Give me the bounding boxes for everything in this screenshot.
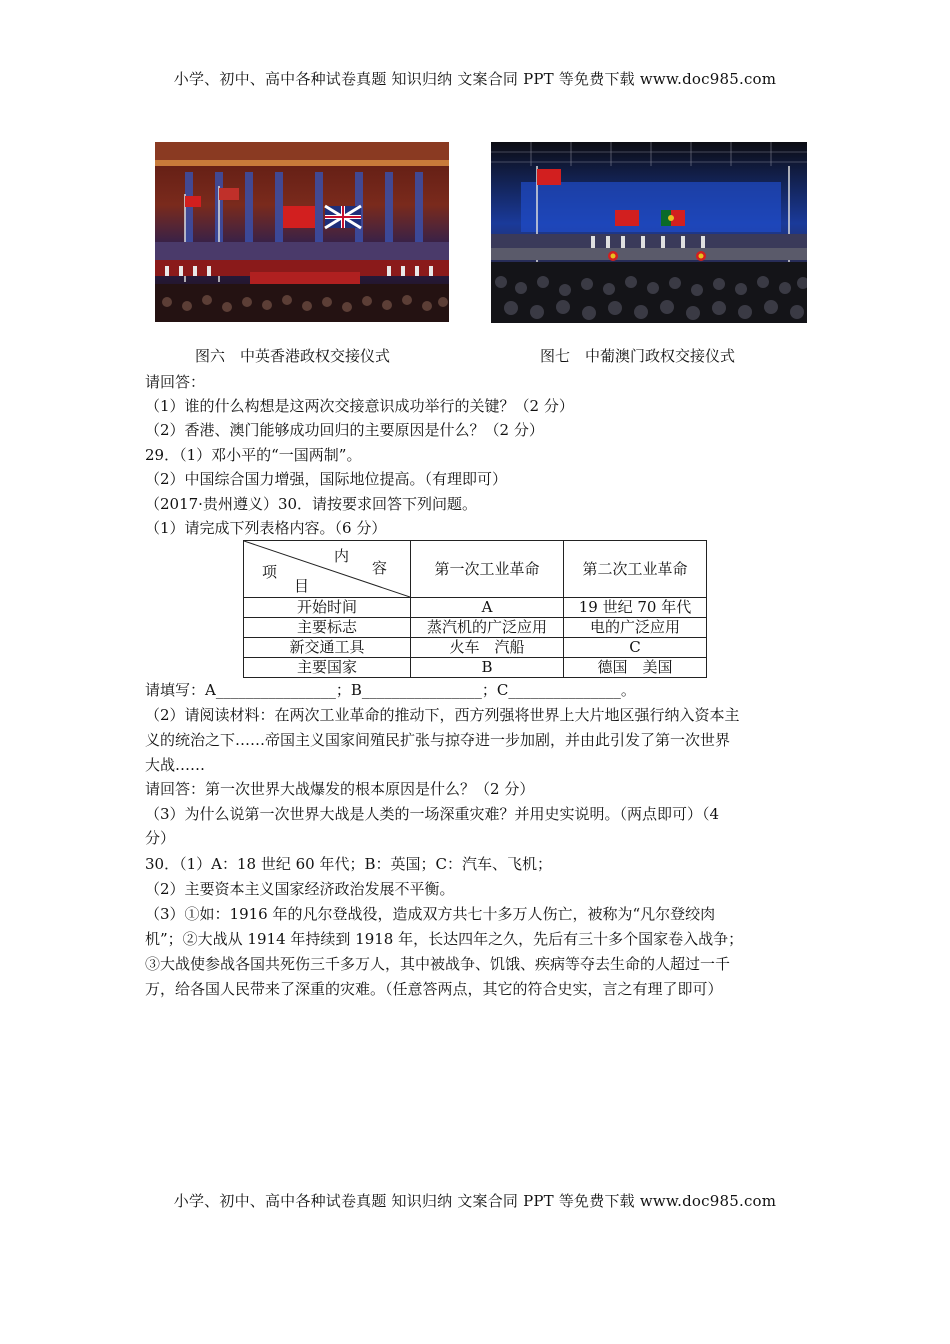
q30-part3-line2: 分）: [145, 829, 176, 847]
table-corner-cell: [244, 541, 411, 598]
q30-answer-3-line1: （3）①如：1916 年的凡尔登战役，造成双方共七十多万人伤亡，被称为“凡尔登绞肉: [145, 905, 716, 923]
row-label: 新交通工具: [244, 638, 411, 658]
q30-part2-line2: 义的统治之下……帝国主义国家间殖民扩张与掠夺进一步加剧，并由此引发了第一次世界: [145, 731, 731, 749]
q29-answer-1: 29．（1）邓小平的“一国两制”。: [145, 446, 362, 464]
corner-label-mu: 目: [294, 577, 310, 595]
q30-part2-question: 请回答：第一次世界大战爆发的根本原因是什么？（2 分）: [145, 780, 535, 798]
cell-first: A: [411, 598, 564, 618]
q30-fill-blanks: 请填写：A________________；B________________；C_______________。: [145, 681, 636, 699]
hk-photo-caption: 图六 中英香港政权交接仪式: [195, 347, 391, 365]
page-footer: 小学、初中、高中各种试卷真题 知识归纳 文案合同 PPT 等免费下载 www.doc985.com: [173, 1192, 777, 1210]
table-row: [244, 598, 707, 618]
cell-first: 火车 汽船: [411, 638, 564, 658]
q30-answer-3-line4: 万，给各国人民带来了深重的灾难。（任意答两点，其它的符合史实，言之有理了即可）: [145, 980, 723, 998]
industrial-revolution-table: [243, 540, 707, 678]
hk-handover-photo: [155, 142, 449, 322]
q30-answer-1: 30．（1）A：18 世纪 60 年代；B：英国；C：汽车、飞机；: [145, 855, 552, 873]
corner-label-nei: 内: [334, 547, 350, 565]
page-header: 小学、初中、高中各种试卷真题 知识归纳 文案合同 PPT 等免费下载 www.doc985.com: [173, 70, 777, 88]
cell-second: 德国 美国: [564, 658, 707, 678]
q29-question-1: （1）谁的什么构想是这两次交接意识成功举行的关键？（2 分）: [145, 397, 574, 415]
q30-part2-line3: 大战……: [145, 756, 206, 774]
cell-second: 19 世纪 70 年代: [564, 598, 707, 618]
col-header-second-revolution: 第二次工业革命: [564, 541, 707, 598]
q30-intro: （2017·贵州遵义）30．请按要求回答下列问题。: [145, 495, 478, 513]
macao-photo-caption: 图七 中葡澳门政权交接仪式: [540, 347, 736, 365]
cell-second: 电的广泛应用: [564, 618, 707, 638]
cell-first: B: [411, 658, 564, 678]
col-header-first-revolution: 第一次工业革命: [411, 541, 564, 598]
macao-handover-photo: [491, 142, 807, 323]
row-label: 主要标志: [244, 618, 411, 638]
q30-answer-3-line3: ③大战使参战各国共死伤三千多万人，其中被战争、饥饿、疾病等夺去生命的人超过一千: [145, 955, 731, 973]
q29-answer-2: （2）中国综合国力增强，国际地位提高。（有理即可）: [145, 470, 508, 488]
corner-label-xiang: 项: [262, 563, 278, 581]
q29-prompt: 请回答：: [145, 373, 206, 391]
table-row: [244, 658, 707, 678]
q30-part1: （1）请完成下列表格内容。（6 分）: [145, 519, 387, 537]
table-row: [244, 618, 707, 638]
corner-label-rong: 容: [372, 559, 388, 577]
cell-second: C: [564, 638, 707, 658]
q30-answer-2: （2）主要资本主义国家经济政治发展不平衡。: [145, 880, 455, 898]
q29-question-2: （2）香港、澳门能够成功回归的主要原因是什么？（2 分）: [145, 421, 544, 439]
q30-answer-3-line2: 机”；②大战从 1914 年持续到 1918 年，长达四年之久，先后有三十多个国家卷入战争；: [145, 930, 744, 948]
table-row: [244, 638, 707, 658]
row-label: 主要国家: [244, 658, 411, 678]
q30-part3-line1: （3）为什么说第一次世界大战是人类的一场深重灾难？并用史实说明。（两点即可）（4: [145, 805, 720, 823]
q30-part2-line1: （2）请阅读材料：在两次工业革命的推动下，西方列强将世界上大片地区强行纳入资本主: [145, 706, 740, 724]
row-label: 开始时间: [244, 598, 411, 618]
cell-first: 蒸汽机的广泛应用: [411, 618, 564, 638]
